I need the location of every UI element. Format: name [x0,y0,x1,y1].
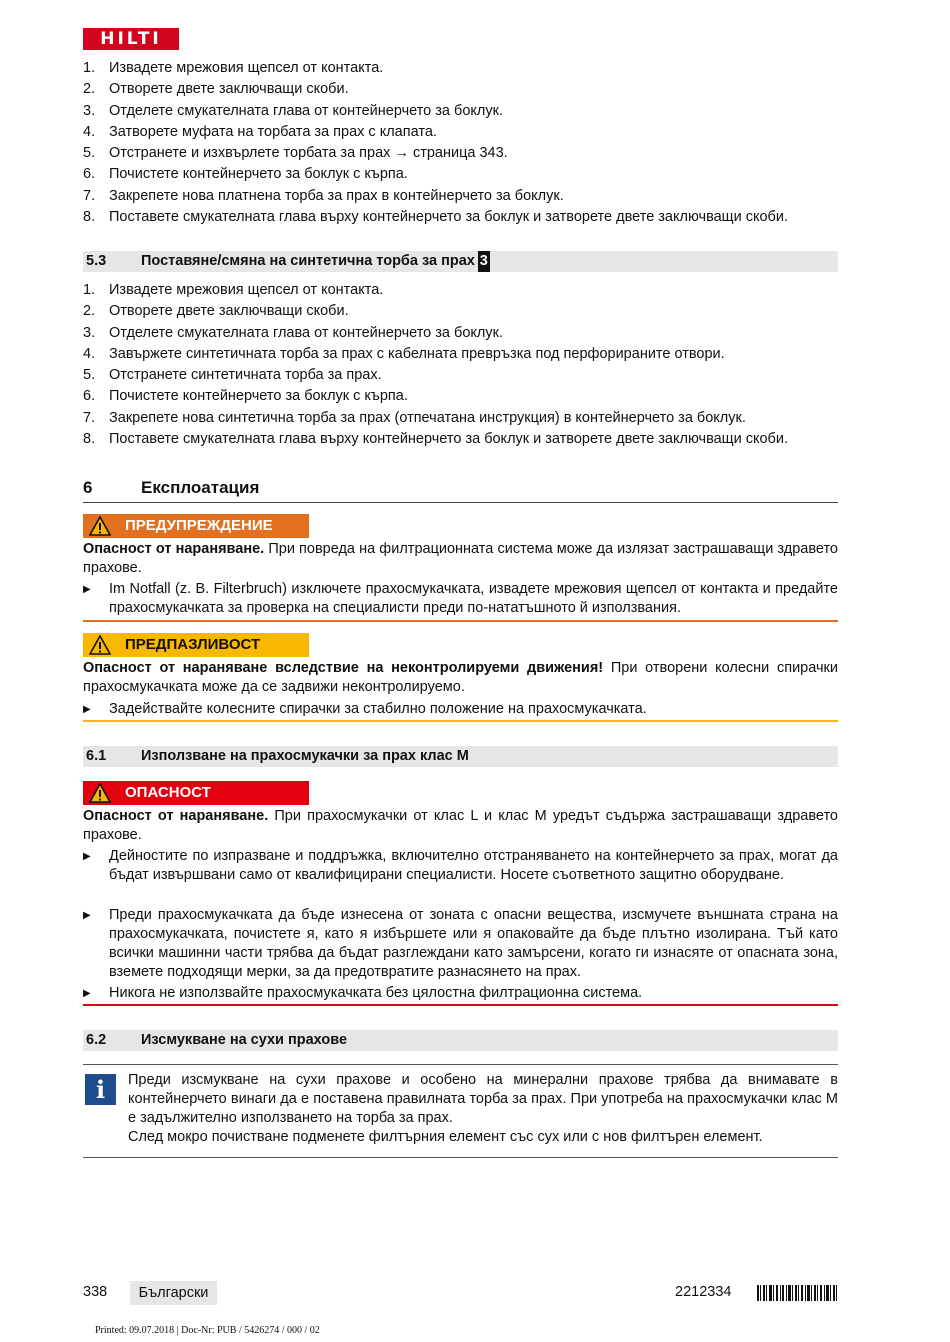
danger-bullet: ▶ Преди прахосмукачката да бъде изнесена от зоната с опасни вещества, изсмучете външната страна на прахосмукачката, почистете я, като я избършете или я опаковайте да бъде плътно изолирана. Тъй като всички машинни части трябва да бъдат разглеждани като замърсени, когато ги изнасяте от опасната зона, вземете подходящи мерки, за да предотвратите разнасянето на прах. [83,907,838,980]
bullet-icon: ▶ [83,851,91,862]
list-item: 8. Поставете смукателната глава върху контейнерчето за боклук и затворете двете заключващи скоби. [83,431,788,448]
steps-list-1 [83,58,838,228]
section-title: Изсмукване на сухи прахове [141,1032,348,1048]
warning-text: Опасност от нараняване. При повреда на филтрационната система може да излязат застрашаващи здравето прахове. [83,541,838,576]
warning-bullet: ▶ Im Notfall (z. B. Filterbruch) изключете прахосмукачката, извадете мрежовия щепсел от контакта и предайте прахосмукачката за проверка на специалисти преди по-нататъшното й използвания. [83,581,838,616]
list-item: 5. Отстранете синтетичната торба за прах. [83,367,382,384]
section-heading-6-2 [83,1030,838,1051]
danger-label: ОПАСНОСТ [83,781,309,805]
caution-label: ПРЕДПАЗЛИВОСТ [83,633,309,657]
list-item: 1. Извадете мрежовия щепсел от контакта. [83,60,384,76]
caution-text: Опасност от нараняване вследствие на неконтролируеми движения! При отворени колесни спирачки прахосмукачката може да се задвижи неконтролируемо. [83,660,838,695]
list-item: 7. Закрепете нова платнена торба за прах в контейнерчето за боклук. [83,187,564,204]
danger-bullet: ▶ Дейностите по изпразване и поддръжка, включително отстраняването на контейнерчето за прах, могат да бъдат извършвани само от квалифицирани специалисти. Носете съответното защитно оборудване. [83,848,838,883]
section-number: 6.1 [86,748,107,764]
section-number: 5.3 [86,253,107,269]
list-item: 1. Извадете мрежовия щепсел от контакта. [83,282,384,298]
list-item: 4. Завържете синтетичната торба за прах с кабелната превръзка под перфорираните отвори. [83,345,725,362]
list-item: 8. Поставете смукателната глава върху контейнерчето за боклук и затворете двете заключващи скоби. [83,209,788,226]
section-heading-6-1 [83,746,838,767]
section-title: Използване на прахосмукачки за прах клас M [141,748,469,764]
list-item: 5. Отстранете и изхвърлете торбата за прах → страница 343. [83,145,508,162]
warning-rule [83,620,838,622]
list-item: 3. Отделете смукателната глава от контейнерчето за боклук. [83,102,503,119]
steps-list-2 [83,280,838,450]
danger-rule [83,1004,838,1006]
info-top-divider [83,1064,838,1065]
bullet-icon: ▶ [83,910,91,921]
barcode-icon [757,1285,837,1301]
list-item: 6. Почистете контейнерчето за боклук с кърпа. [83,388,408,405]
warning-label: ПРЕДУПРЕЖДЕНИЕ [83,514,309,538]
page-number: 338 [83,1284,108,1300]
caution-bullet: ▶ Задействайте колесните спирачки за стабилно положение на прахосмукачката. [83,701,647,717]
info-text: Преди изсмукване на сухи прахове и особено на минерални прахове трябва да внимавате в контейнерчето винаги да е поставена правилната торба за прах. При употреба на прахосмукачки клас M е задължително използването на торба за прах. След мокро почистване подменете филтърния елемент със сух или с нов филтърен елемент. [128,1072,838,1145]
section-number: 6.2 [86,1032,107,1048]
list-item: 2. Отворете двете заключващи скоби. [83,303,349,320]
info-icon: i [85,1074,116,1105]
danger-text: Опасност от нараняване. При прахосмукачки от клас L и клас M уредът съдържа застрашаващи здравето прахове. [83,808,838,843]
language-tag: Български [130,1281,217,1305]
bullet-icon: ▶ [83,704,91,715]
list-item: 6. Почистете контейнерчето за боклук с кърпа. [83,166,408,183]
list-item: 7. Закрепете нова синтетична торба за прах (отпечатана инструкция) в контейнерчето за боклук. [83,409,746,426]
bullet-icon: ▶ [83,584,91,595]
caution-icon [89,635,111,655]
chapter-heading-6 [83,476,838,503]
caution-rule [83,720,838,722]
danger-icon [89,783,111,803]
section-heading-5-3 [83,251,838,272]
warning-icon [89,516,111,536]
chapter-title: Експлоатация [141,478,260,497]
doc-number: 2212334 [675,1284,732,1300]
info-bottom-divider [83,1157,838,1158]
bullet-icon: ▶ [83,988,91,999]
hilti-logo: HILTI [83,28,179,50]
figure-badge: 3 [478,251,490,272]
chapter-number: 6 [83,478,93,497]
list-item: 2. Отворете двете заключващи скоби. [83,81,349,98]
list-item: 4. Затворете муфата на торбата за прах с клапата. [83,123,437,140]
list-item: 3. Отделете смукателната глава от контейнерчето за боклук. [83,324,503,341]
danger-bullet: ▶ Никога не използвайте прахосмукачката без цялостна филтрационна система. [83,985,643,1001]
section-title: Поставяне/смяна на синтетична торба за прах 3 [141,251,490,272]
print-info: Printed: 09.07.2018 | Doc-Nr: PUB / 5426274 / 000 / 02 [95,1325,320,1336]
